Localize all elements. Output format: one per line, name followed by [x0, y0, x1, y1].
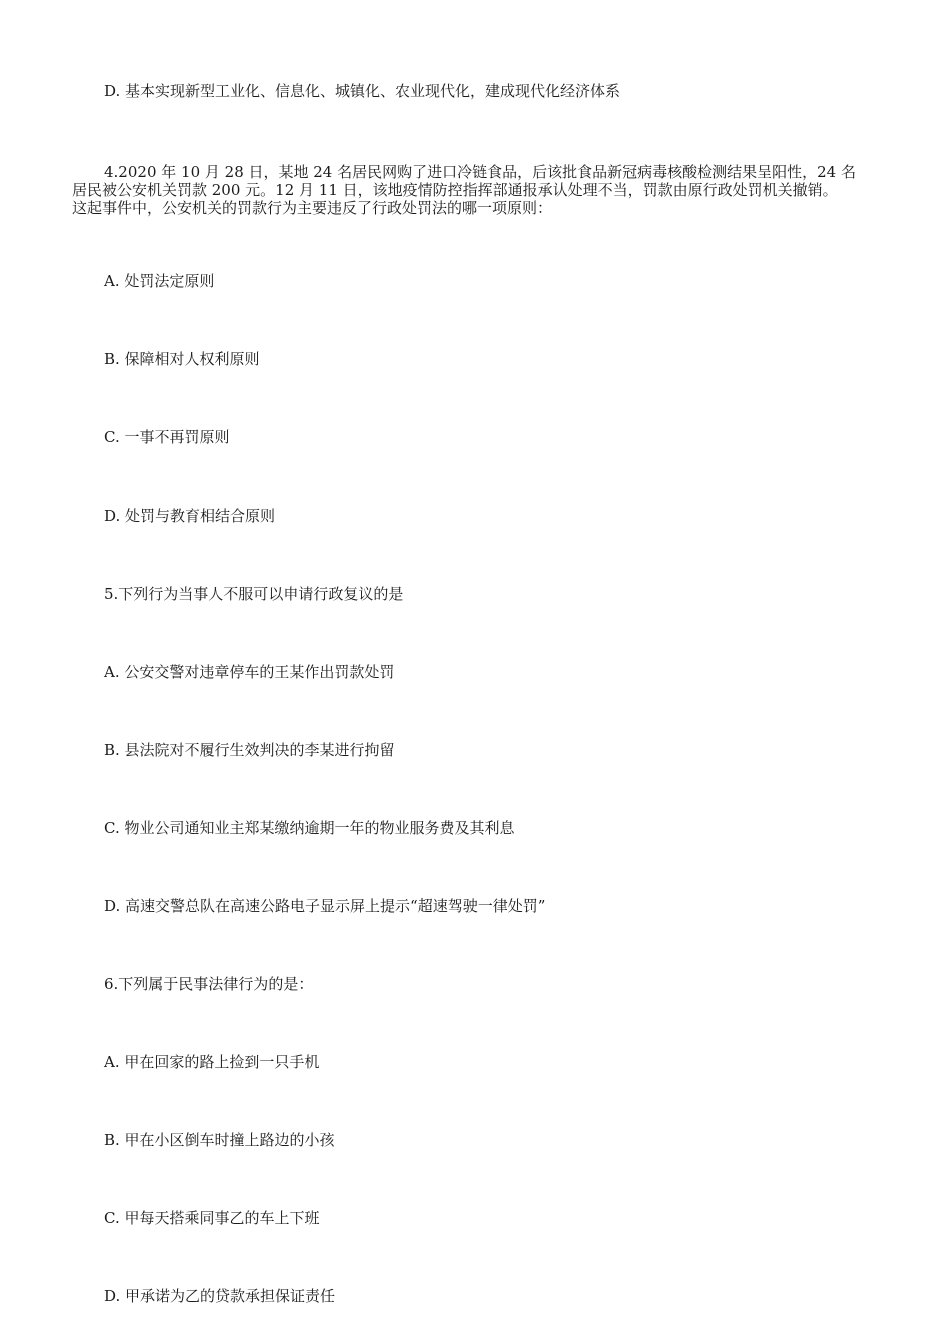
q5-option-c: C. 物业公司通知业主郑某缴纳逾期一年的物业服务费及其利息 — [104, 819, 515, 837]
q6-option-b: B. 甲在小区倒车时撞上路边的小孩 — [104, 1131, 335, 1149]
q5-option-d: D. 高速交警总队在高速公路电子显示屏上提示“超速驾驶一律处罚” — [104, 897, 546, 915]
q5-option-b: B. 县法院对不履行生效判决的李某进行拘留 — [104, 741, 395, 759]
q4-option-d: D. 处罚与教育相结合原则 — [104, 507, 276, 525]
q6-option-a: A. 甲在回家的路上捡到一只手机 — [104, 1053, 320, 1071]
q6-option-c: C. 甲每天搭乘同事乙的车上下班 — [104, 1209, 320, 1227]
q3-option-d: D. 基本实现新型工业化、信息化、城镇化、农业现代化，建成现代化经济体系 — [104, 82, 621, 100]
q4-option-a: A. 处罚法定原则 — [104, 272, 215, 290]
q5-stem: 5.下列行为当事人不服可以申请行政复议的是 — [104, 585, 404, 603]
q4-option-b: B. 保障相对人权利原则 — [104, 350, 260, 368]
q5-option-a: A. 公安交警对违章停车的王某作出罚款处罚 — [104, 663, 395, 681]
q6-stem: 6.下列属于民事法律行为的是： — [104, 975, 314, 993]
q4-stem-line-3: 这起事件中，公安机关的罚款行为主要违反了行政处罚法的哪一项原则： — [72, 199, 553, 217]
q4-stem-line-1: 4.2020 年 10 月 28 日，某地 24 名居民网购了进口冷链食品，后该批食品新冠病毒核酸检测结果呈阳性，24 名 — [104, 163, 856, 181]
q4-stem-line-2: 居民被公安机关罚款 200 元。12 月 11 日，该地疫情防控指挥部通报承认处理不当，罚款由原行政处罚机关撤销。 — [72, 181, 838, 199]
q4-option-c: C. 一事不再罚原则 — [104, 428, 230, 446]
q6-option-d: D. 甲承诺为乙的贷款承担保证责任 — [104, 1287, 336, 1305]
